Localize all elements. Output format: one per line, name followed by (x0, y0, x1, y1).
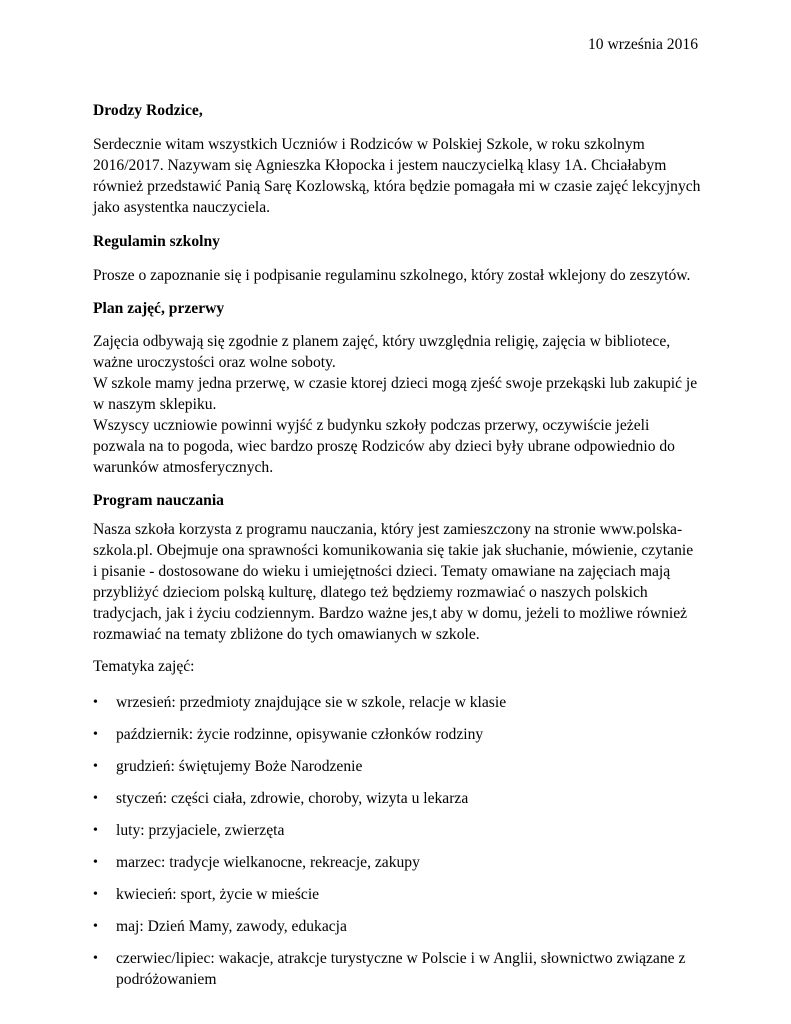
program-line: szkola.pl. Obejmuje ona sprawności komunikowania się takie jak słuchanie, mówienie, czytanie (93, 542, 694, 559)
schedule-line: w naszym sklepiku. (93, 396, 217, 413)
rules-line: Prosze o zapoznanie się i podpisanie regulaminu szkolnego, który został wklejony do zeszytów. (93, 267, 691, 284)
topic-text: wrzesień: przedmioty znajdujące sie w szkole, relacje w klasie (116, 694, 507, 711)
topic-text: październik: życie rodzinne, opisywanie członków rodziny (116, 726, 484, 743)
schedule-line: W szkole mamy jedna przerwę, w czasie ktorej dzieci mogą zjeść swoje przekąski lub zakupić je (93, 375, 698, 392)
bullet-icon: • (93, 855, 98, 870)
bullet-icon: • (93, 919, 98, 934)
intro-line: 2016/2017. Nazywam się Agnieszka Kłopocka i jestem nauczycielką klasy 1A. Chciałabym (93, 157, 667, 174)
topic-text: styczeń: części ciała, zdrowie, choroby, wizyta u lekarza (116, 790, 469, 807)
bullet-icon: • (93, 951, 98, 966)
schedule-line: Zajęcia odbywają się zgodnie z planem zajęć, który uwzględnia religię, zajęcia w bibliotece, (93, 333, 671, 350)
bullet-icon: • (93, 759, 98, 774)
letter-date: 10 września 2016 (588, 36, 698, 53)
topic-text: grudzień: świętujemy Boże Narodzenie (116, 758, 363, 775)
intro-line: również przedstawić Panią Sarę Kozlowską, która będzie pomagała mi w czasie zajęć lekcyjnych (93, 178, 701, 195)
topic-text: czerwiec/lipiec: wakacje, atrakcje turystyczne w Polscie i w Anglii, słownictwo związane z (116, 950, 686, 967)
intro-paragraph (93, 134, 701, 218)
schedule-line: ważne uroczystości oraz wolne soboty. (93, 354, 336, 371)
schedule-heading: Plan zajęć, przerwy (93, 300, 225, 317)
program-line: przybliżyć dzieciom polską kulturę, dlatego też będziemy rozmawiać o naszych polskich (93, 584, 648, 601)
letter-greeting: Drodzy Rodzice, (93, 102, 203, 119)
program-line: tradycjach, jak i życiu codziennym. Bardzo ważne jes,t aby w domu, jeżeli to możliwe również (93, 605, 688, 622)
topic-text: kwiecień: sport, życie w mieście (116, 886, 320, 903)
program-heading: Program nauczania (93, 492, 224, 509)
bullet-icon: • (93, 887, 98, 902)
schedule-line: Wszyscy uczniowie powinni wyjść z budynku szkoły podczas przerwy, oczywiście jeżeli (93, 417, 650, 434)
rules-heading: Regulamin szkolny (93, 233, 220, 250)
bullet-icon: • (93, 695, 98, 710)
topic-text: maj: Dzień Mamy, zawody, edukacja (116, 918, 347, 935)
schedule-paragraph (93, 331, 698, 478)
topic-text: marzec: tradycje wielkanocne, rekreacje, zakupy (116, 854, 420, 871)
program-paragraph (93, 519, 698, 645)
bullet-icon: • (93, 823, 98, 838)
program-line: rozmawiać na tematy zbliżone do tych omawianych w szkole. (93, 626, 480, 643)
program-line: Nasza szkoła korzysta z programu nauczania, który jest zamieszczony na stronie www.polska- (93, 521, 683, 538)
schedule-line: warunków atmosferycznych. (93, 459, 274, 476)
intro-line: Serdecznie witam wszystkich Uczniów i Rodziców w Polskiej Szkole, w roku szkolnym (93, 136, 645, 153)
topic-text-continued: podróżowaniem (116, 971, 217, 988)
schedule-line: pozwala na to pogoda, wiec bardzo proszę Rodziców aby dzieci były ubrane odpowiednio do (93, 438, 675, 455)
topic-text: luty: przyjaciele, zwierzęta (116, 822, 285, 839)
program-line: i pisanie - dostosowane do wieku i umiejętności dzieci. Tematy omawiane na zajęciach mają (93, 563, 671, 580)
bullet-icon: • (93, 727, 98, 742)
rules-paragraph (93, 265, 698, 286)
topics-label: Tematyka zajęć: (93, 658, 195, 675)
intro-line: jako asystentka nauczyciela. (93, 199, 271, 216)
bullet-icon: • (93, 791, 98, 806)
